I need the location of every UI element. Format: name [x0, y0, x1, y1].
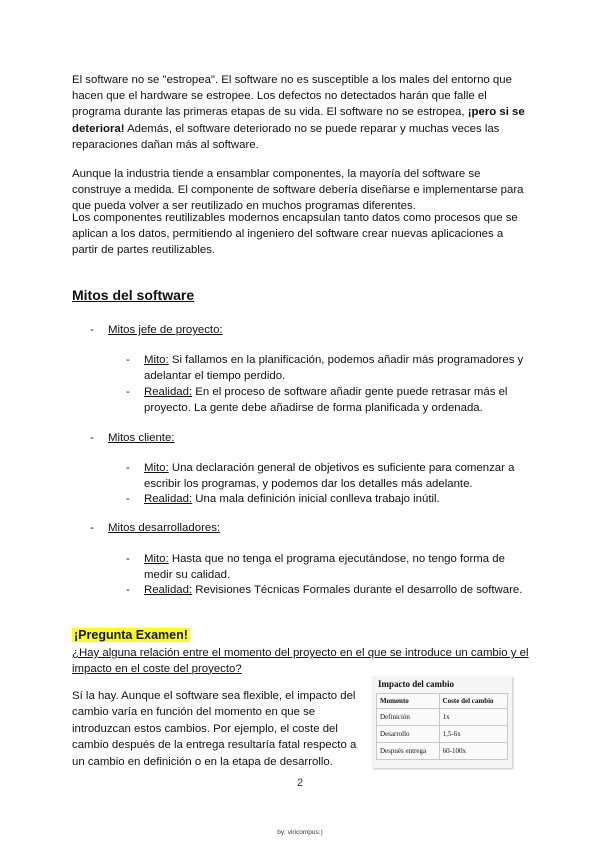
- exam-highlight-title: ¡Pregunta Examen!: [74, 628, 188, 642]
- table-header-cell: Coste del cambio: [439, 694, 507, 709]
- table-cell: Desarrollo: [377, 726, 440, 743]
- table-row: [377, 743, 508, 760]
- list-item: [126, 460, 526, 492]
- table-row: [377, 726, 508, 743]
- table-cell: Después entrega: [377, 743, 440, 760]
- table-cell: 60-100x: [439, 743, 507, 760]
- item-key: Mito:: [144, 354, 169, 366]
- bullet-dash: -: [126, 462, 130, 474]
- paragraph-reutilizables: Los componentes reutilizables modernos encapsulan tanto datos como procesos que se aplican a los datos, permitiendo al ingeniero del software crear nuevas aplicaciones a partir de partes reutilizables.: [72, 212, 518, 257]
- item-key: Mito:: [144, 553, 169, 565]
- bullet-dash: -: [126, 354, 130, 366]
- item-text: Hasta que no tenga el programa ejecutándose, no tengo forma de medir su calidad.: [144, 553, 505, 581]
- exam-question: ¿Hay alguna relación entre el momento del proyecto en el que se introduce un cambio y el impacto en el coste del proyecto?: [72, 647, 529, 675]
- bullet-dash: -: [90, 324, 94, 336]
- bullet-dash: -: [126, 386, 130, 398]
- list-item: [126, 551, 526, 583]
- item-key: Realidad:: [144, 493, 193, 505]
- item-text: Una declaración general de objetivos es suficiente para comenzar a escribir los programas, y podemos dar los detalles más adelante.: [144, 462, 515, 490]
- group-label: Mitos cliente:: [108, 432, 175, 444]
- table-cell: 1,5-6x: [439, 726, 507, 743]
- item-key: Mito:: [144, 462, 169, 474]
- paragraph-text: El software no se "estropea". El software no es susceptible a los males del entorno que hacen que el hardware se estropee. Los defectos no detectados harán que falle el programa durante las primeras etapas de su vida. El software no se estropea,: [72, 74, 512, 119]
- group-label: Mitos jefe de proyecto:: [108, 324, 223, 336]
- section-title: Mitos del software: [72, 287, 195, 303]
- list-item: [126, 582, 526, 598]
- table-cell: Definición: [377, 709, 440, 726]
- list-item: [126, 491, 526, 507]
- footer-credit: by: viricompus:): [277, 829, 323, 836]
- list-item: [126, 384, 526, 416]
- paragraph-text: Además, el software deteriorado no se puede reparar y muchas veces las reparaciones dañan más al software.: [72, 122, 500, 151]
- table-title: Impacto del cambio: [378, 679, 454, 689]
- table-header-cell: Momento: [377, 694, 440, 709]
- item-text: Si fallamos en la planificación, podemos añadir más programadores y adelantar el tiempo perdido.: [144, 354, 524, 382]
- bold-emphasis: ¡pero si se deteriora!: [72, 106, 525, 135]
- bullet-dash: -: [90, 522, 94, 534]
- paragraph-componentes: Aunque la industria tiende a ensamblar componentes, la mayoría del software se construye a medida. El componente de software debería diseñarse e implementarse para que pueda volver a ser reutilizado en muchos programas diferentes.: [72, 168, 524, 213]
- bullet-dash: -: [126, 584, 130, 596]
- impact-table: [376, 693, 508, 760]
- paragraph-estropea: [72, 72, 532, 153]
- list-item: [126, 352, 526, 384]
- item-text: En el proceso de software añadir gente puede retrasar más el proyecto. La gente debe añadirse de forma planificada y ordenada.: [144, 386, 508, 414]
- item-text: Una mala definición inicial conlleva trabajo inútil.: [192, 493, 440, 505]
- table-header-row: [377, 694, 508, 709]
- group-label: Mitos desarrolladores:: [108, 522, 221, 534]
- impact-table-image: [372, 676, 512, 768]
- item-key: Realidad:: [144, 386, 193, 398]
- item-key: Realidad:: [144, 584, 193, 596]
- bullet-dash: -: [90, 432, 94, 444]
- bullet-dash: -: [126, 553, 130, 565]
- exam-answer: Sí la hay. Aunque el software sea flexible, el impacto del cambio varía en función del momento en que se introduzcan estos cambios. Por ejemplo, el coste del cambio después de la entrega resultaría fatal respecto a un cambio en definición o en la etapa de desarrollo.: [72, 690, 357, 768]
- item-text: Revisiones Técnicas Formales durante el desarrollo de software.: [192, 584, 523, 596]
- table-row: [377, 709, 508, 726]
- table-cell: 1x: [439, 709, 507, 726]
- page-number: 2: [296, 777, 304, 789]
- bullet-dash: -: [126, 493, 130, 505]
